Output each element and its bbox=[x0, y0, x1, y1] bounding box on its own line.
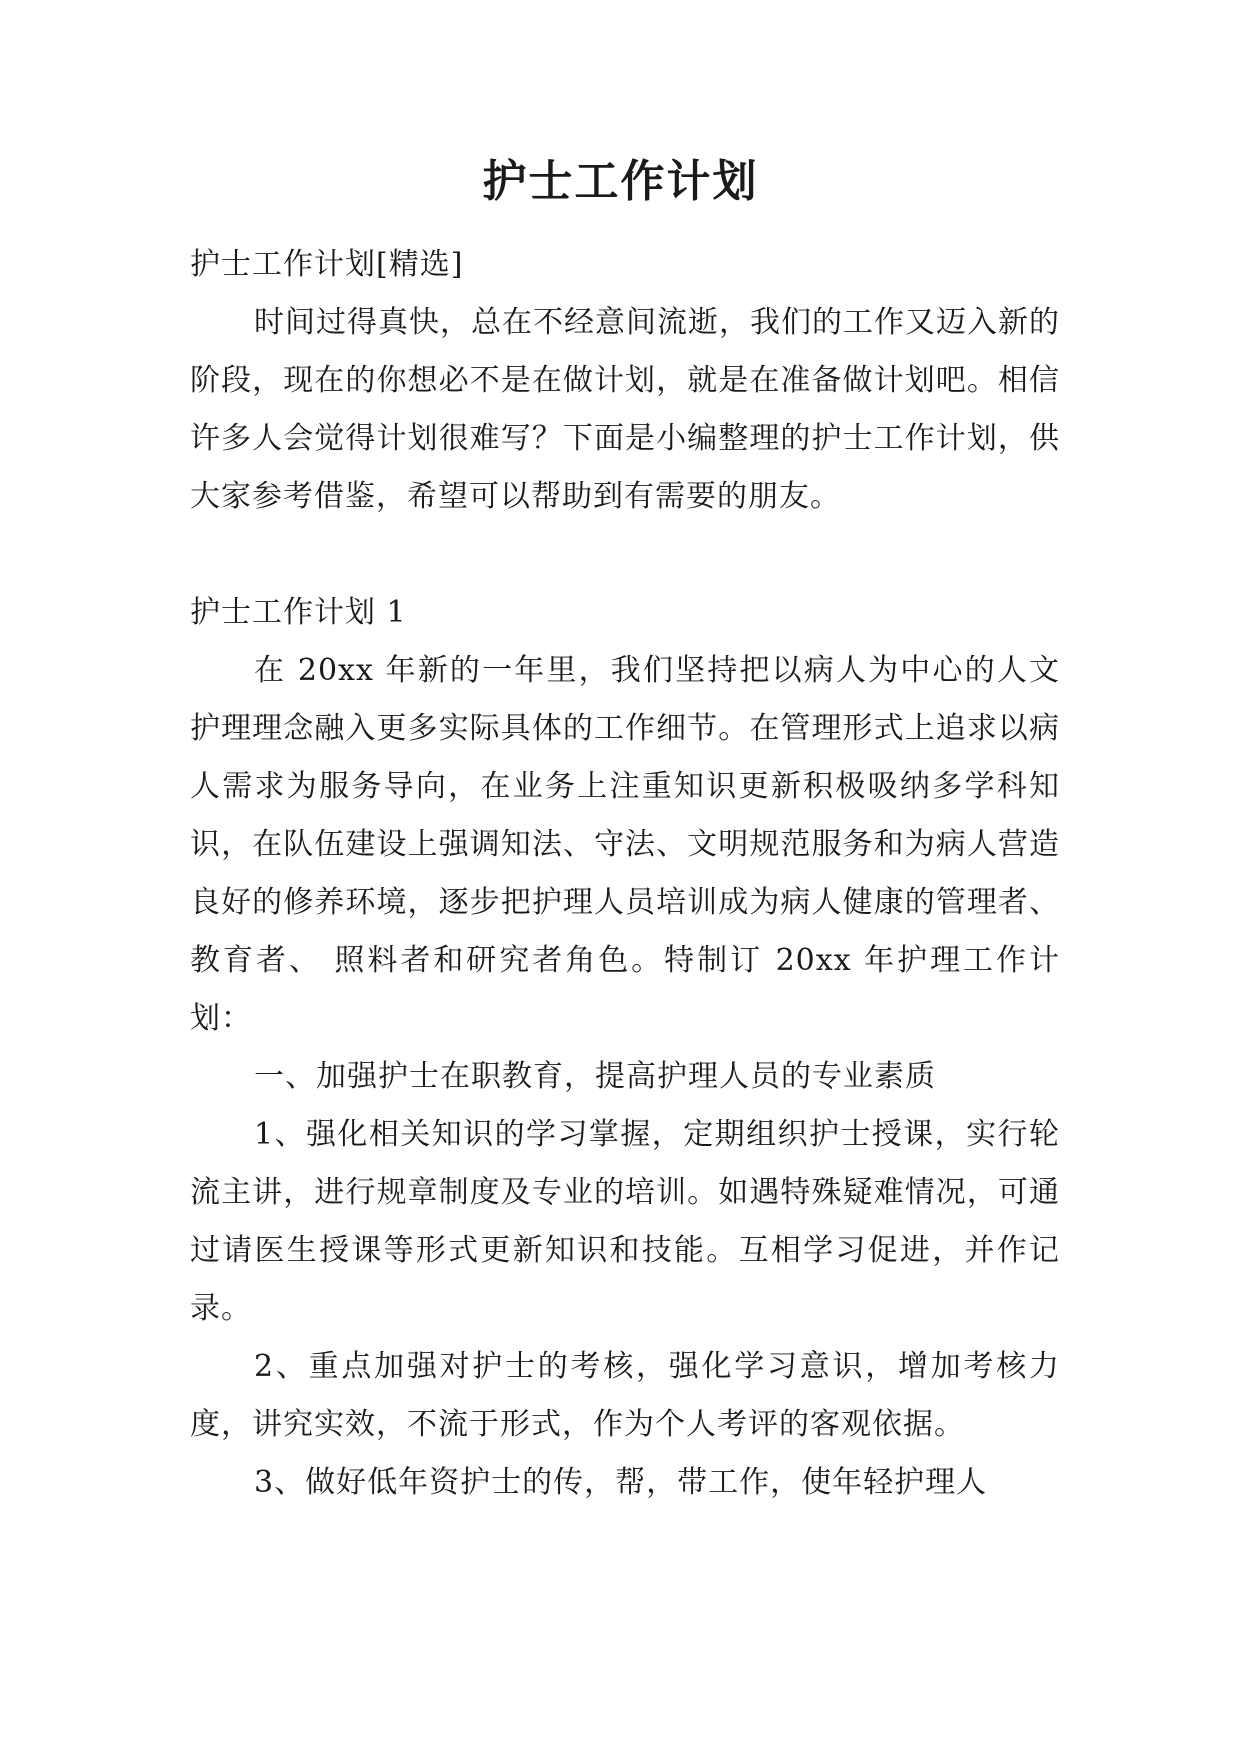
point-1-item-3: 3、做好低年资护士的传，帮，带工作，使年轻护理人 bbox=[254, 1465, 988, 1500]
document-body bbox=[190, 236, 1060, 1512]
section-heading-1: 护士工作计划 1 bbox=[190, 595, 407, 630]
point-1-item-2: 2、重点加强对护士的考核，强化学习意识，增加考核力度，讲究实效，不流于形式，作为个人考评的客观依据。 bbox=[190, 1349, 1060, 1442]
document-title: 护士工作计划 bbox=[482, 156, 759, 207]
section-1-paragraph: 在 20xx 年新的一年里，我们坚持把以病人为中心的人文护理理念融入更多实际具体的工作细节。在管理形式上追求以病人需求为服务导向，在业务上注重知识更新积极吸纳多学科知识，在队伍建设上强调知法、守法、文明规范服务和为病人营造良好的修养环境，逐步把护理人员培训成为病人健康的管理者、教育者、 照料者和研究者角色。特制订 20xx 年护理工作计划： bbox=[190, 653, 1060, 1036]
paragraph-gap bbox=[190, 526, 1060, 584]
intro-paragraph: 时间过得真快，总在不经意间流逝，我们的工作又迈入新的阶段，现在的你想必不是在做计划，就是在准备做计划吧。相信许多人会觉得计划很难写？下面是小编整理的护士工作计划，供大家参考借鉴，希望可以帮助到有需要的朋友。 bbox=[190, 305, 1060, 514]
document-subtitle: 护士工作计划[精选] bbox=[190, 247, 464, 282]
point-1-item-1: 1、强化相关知识的学习掌握，定期组织护士授课，实行轮流主讲，进行规章制度及专业的培训。如遇特殊疑难情况，可通过请医生授课等形式更新知识和技能。互相学习促进，并作记录。 bbox=[190, 1117, 1060, 1326]
point-1-heading: 一、加强护士在职教育，提高护理人员的专业素质 bbox=[254, 1059, 936, 1094]
